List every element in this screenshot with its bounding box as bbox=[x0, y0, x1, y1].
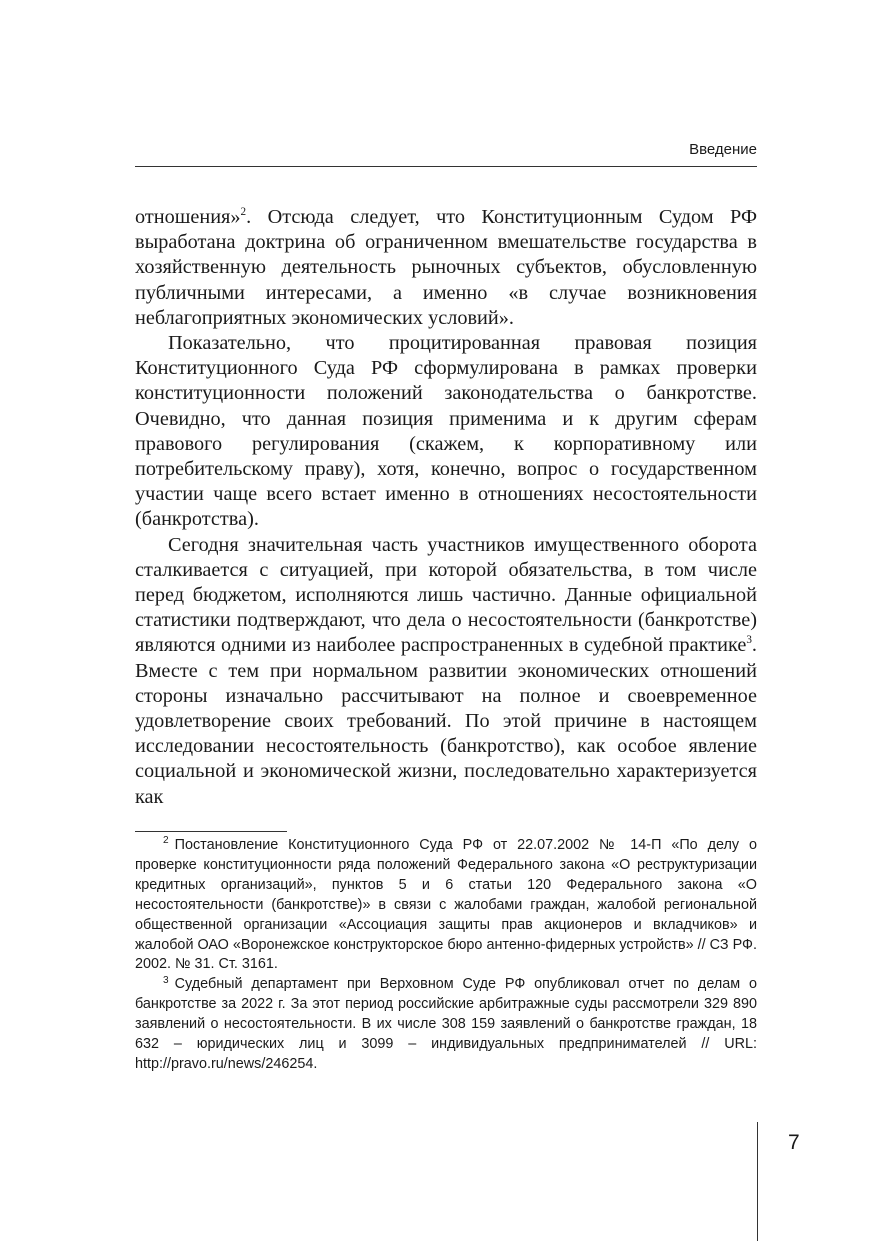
footnote-2-text: Постановление Конституционного Суда РФ от 22.07.2002 № 14-П «По делу о проверке конституционности ряда положений Федерального закона «О реструктуризации кредитных организаций», пунктов 5 и 6 статьи 120 Федерального закона «О несостоятельности (банкротстве)» в связи с жалобами граждан, жалобой региональной общественной организации «Ассоциация защиты прав акционеров и вкладчиков» и жалобой ОАО «Воронежское конструкторское бюро антенно-фидерных устройств» // СЗ РФ. 2002. № 31. Ст. 3161. bbox=[135, 837, 757, 973]
footnote-3-number: 3 bbox=[163, 974, 169, 986]
footnote-2 bbox=[135, 836, 757, 975]
footnote-ref-2[interactable]: 2 bbox=[240, 206, 247, 219]
paragraph-3 bbox=[135, 533, 757, 810]
paragraph-1-text-start: отношения» bbox=[135, 206, 241, 228]
paragraph-1 bbox=[135, 205, 757, 331]
footnote-2-number: 2 bbox=[163, 835, 169, 847]
footnotes bbox=[135, 836, 757, 1075]
running-head-title: Введение bbox=[689, 141, 757, 158]
footnote-ref-3[interactable]: 3 bbox=[746, 634, 752, 647]
footnote-divider bbox=[135, 831, 287, 832]
paragraph-3-text-start: Сегодня значительная часть участников имущественного оборота сталкивается с ситуацией, при которой обязательства, в том числе перед бюджетом, исполняются лишь частично. Данные официальной статистики подтверждают, что дела о несостоятельности (банкротстве) являются одними из наиболее распространенных в судебной практике bbox=[135, 533, 757, 657]
footnote-3-text: Судебный департамент при Верховном Суде РФ опубликовал отчет по делам о банкротстве за 2022 г. За этот период российские арбитражные суды рассмотрели 329 890 заявлений о несостоятельности. В их числе 308 159 заявлений о банкротстве граждан, 18 632 – юридических лиц и 3099 – индивидуальных предпринимателей // URL: http://pravo.ru/news/246254. bbox=[135, 976, 757, 1072]
page-number: 7 bbox=[788, 1131, 800, 1154]
paragraph-1-text-end: . Отсюда следует, что Конституционным Судом РФ выработана доктрина об ограниченном вмешательстве государства в хозяйственную деятельность рыночных субъектов, обусловленную публичными интересами, а именно «в случае возникновения неблагоприятных экономических условий». bbox=[135, 206, 757, 329]
paragraph-3-text-end: . Вместе с тем при нормальном развитии экономических отношений стороны изначально рассчитывают на полное и своевременное удовлетворение своих требований. По этой причине в настоящем исследовании несостоятельность (банкротство), как особое явление социальной и экономической жизни, последовательно характеризуется как bbox=[135, 634, 757, 808]
paragraph-2: Показательно, что процитированная правовая позиция Конституционного Суда РФ сформулирована в рамках проверки конституционности положений законодательства о банкротстве. Очевидно, что данная позиция применима и к другим сферам правового регулирования (скажем, к корпоративному или потребительскому праву), хотя, конечно, вопрос о государственном участии чаще всего встает именно в отношениях несостоятельности (банкротства). bbox=[135, 332, 757, 531]
header-divider bbox=[135, 166, 757, 167]
page-number-divider bbox=[757, 1122, 758, 1241]
footnote-3 bbox=[135, 975, 757, 1075]
body-text bbox=[135, 205, 757, 810]
